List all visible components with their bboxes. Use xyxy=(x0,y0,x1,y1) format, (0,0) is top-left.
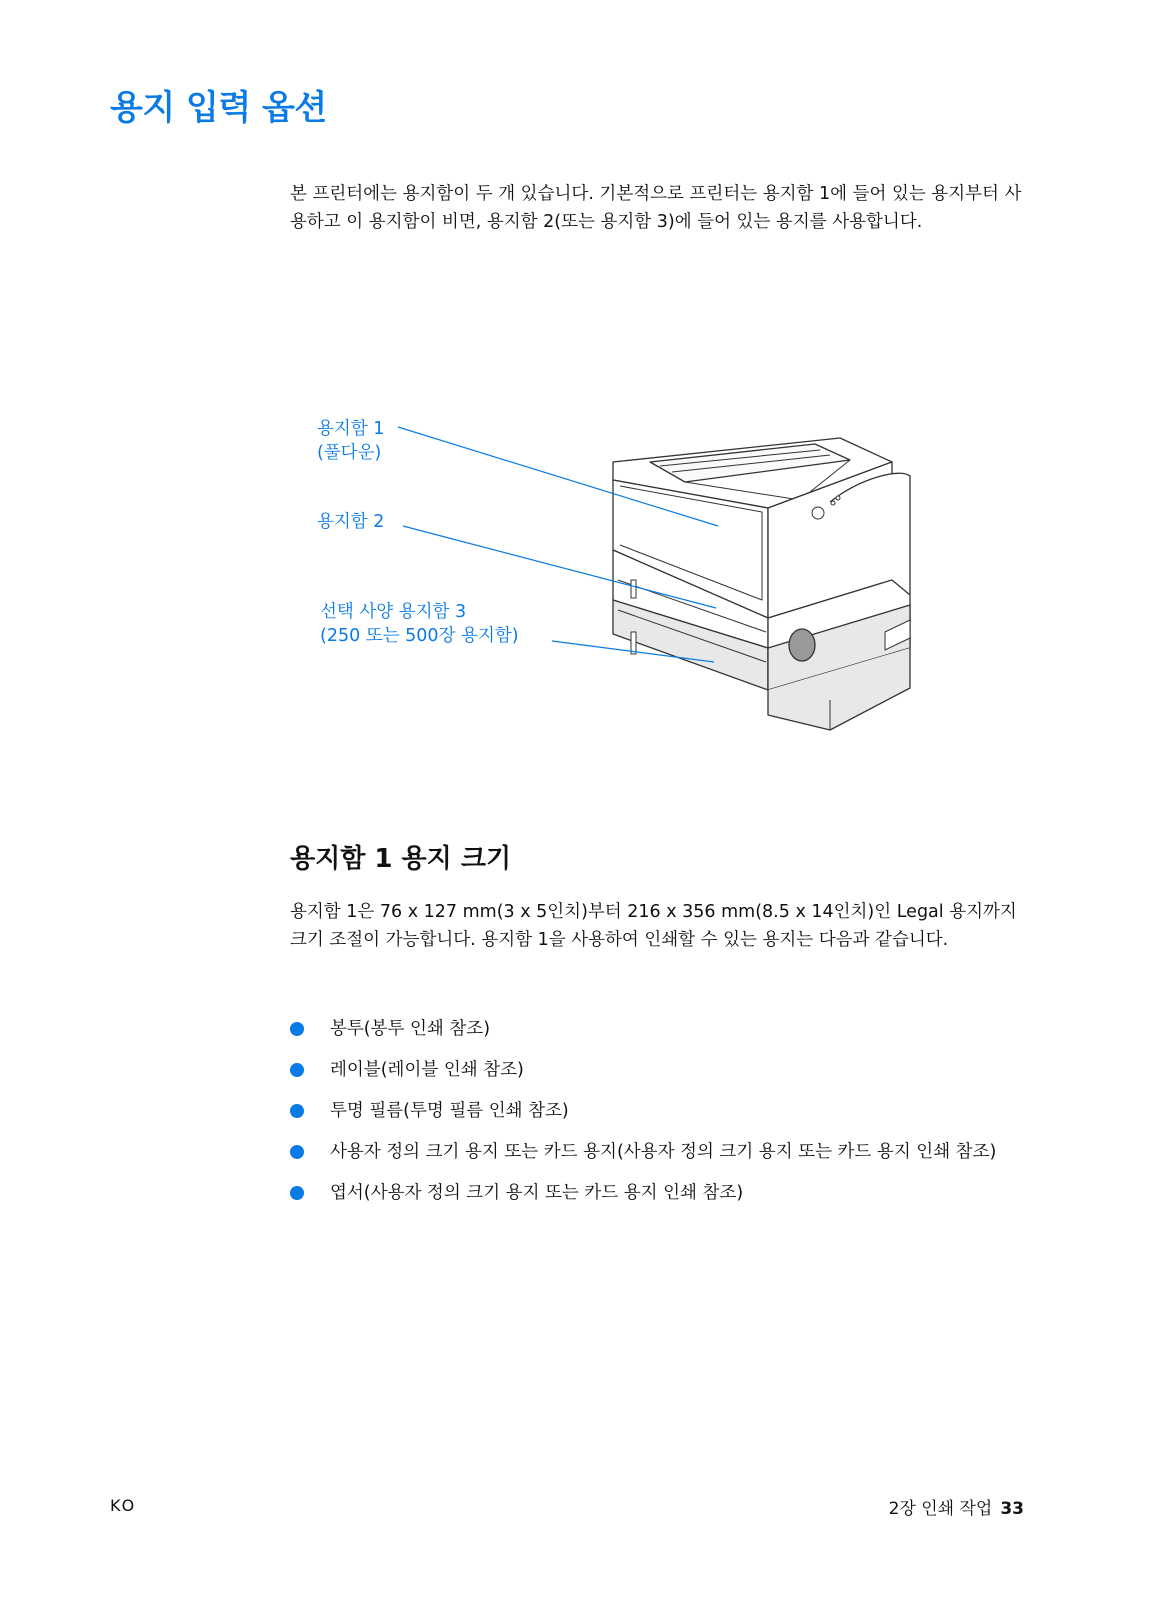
list-item-text: 레이블(레이블 인쇄 참조) xyxy=(330,1060,524,1080)
callout-tray2 xyxy=(317,510,384,534)
printer-illustration xyxy=(300,400,940,760)
list-item-text: 엽서(사용자 정의 크기 용지 또는 카드 용지 인쇄 참조) xyxy=(330,1183,744,1203)
footer-chapter xyxy=(889,1494,1024,1519)
tray2-indicator xyxy=(631,580,636,598)
callout-tray2-name: 용지함 2 xyxy=(317,512,385,532)
bullet-dot-icon xyxy=(290,1104,304,1118)
callout-tray3 xyxy=(320,600,519,648)
tray3-indicator xyxy=(631,632,636,654)
media-type-list xyxy=(290,1015,1030,1220)
footer-language: KO xyxy=(110,1496,137,1515)
bullet-dot-icon xyxy=(290,1145,304,1159)
power-button-icon xyxy=(789,629,815,661)
list-item-text: 사용자 정의 크기 용지 또는 카드 용지(사용자 정의 크기 용지 또는 카드 용지 인쇄 참조) xyxy=(330,1142,997,1162)
intro-paragraph: 본 프린터에는 용지함이 두 개 있습니다. 기본적으로 프린터는 용지함 1에 들어 있는 용지부터 사용하고 이 용지함이 비면, 용지함 2(또는 용지함 3)에 들어 있는 용지를 사용합니다. xyxy=(290,184,1022,232)
list-item-text: 봉투(봉투 인쇄 참조) xyxy=(330,1019,491,1039)
callout-tray1-note: (풀다운) xyxy=(317,443,382,463)
bullet-dot-icon xyxy=(290,1186,304,1200)
section-paragraph: 용지함 1은 76 x 127 mm(3 x 5인치)부터 216 x 356 mm(8.5 x 14인치)인 Legal 용지까지 크기 조절이 가능합니다. 용지함 1을 사용하여 인쇄할 수 있는 용지는 다음과 같습니다. xyxy=(290,902,1017,950)
list-item xyxy=(290,1015,1030,1043)
callout-tray1-name: 용지함 1 xyxy=(317,419,385,439)
list-item-text: 투명 필름(투명 필름 인쇄 참조) xyxy=(330,1101,569,1121)
bullet-dot-icon xyxy=(290,1022,304,1036)
page-number: 33 xyxy=(1000,1499,1024,1519)
printer-figure xyxy=(300,400,940,760)
list-item xyxy=(290,1056,1030,1084)
page-title: 용지 입력 옵션 xyxy=(110,88,327,128)
list-item xyxy=(290,1097,1030,1125)
callout-tray3-note: (250 또는 500장 용지함) xyxy=(320,626,519,646)
callout-tray3-name: 선택 사양 용지함 3 xyxy=(320,602,467,622)
callout-tray1 xyxy=(317,417,384,465)
list-item xyxy=(290,1179,1030,1207)
list-item xyxy=(290,1138,1030,1166)
bullet-dot-icon xyxy=(290,1063,304,1077)
section-heading: 용지함 1 용지 크기 xyxy=(290,844,512,874)
control-button-icon xyxy=(812,507,824,519)
footer-chapter-title: 2장 인쇄 작업 xyxy=(888,1499,993,1519)
